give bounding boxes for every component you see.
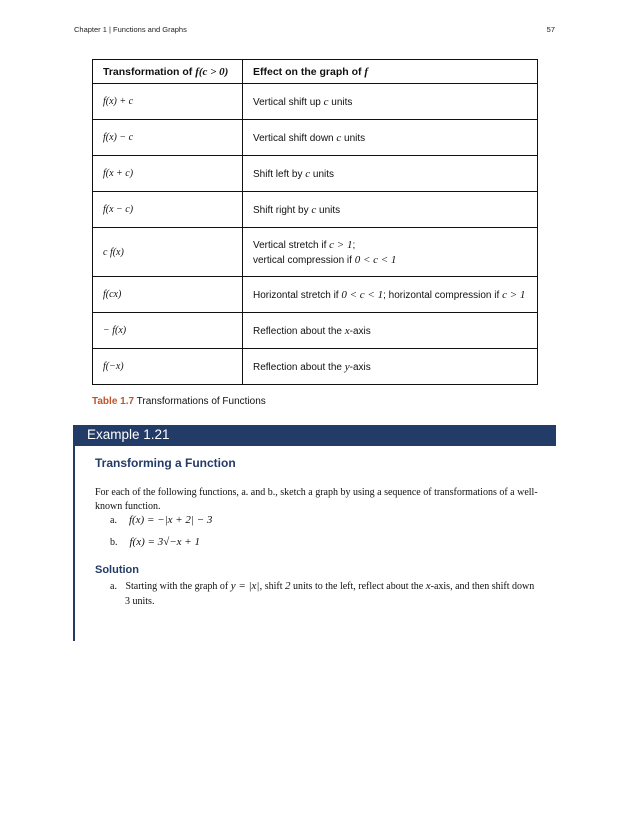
example-intro: For each of the following functions, a. and b., sketch a graph by using a sequence of transformations of a well-known function. [95, 487, 538, 512]
transformation-cell: f(x) − c [93, 120, 243, 156]
transformation-cell: f(x + c) [93, 156, 243, 192]
running-header-chapter: Chapter 1 | Functions and Graphs [74, 25, 187, 34]
table-caption: Table 1.7 Transformations of Functions [92, 396, 266, 407]
list-item: a. f(x) = −|x + 2| − 3 [110, 514, 213, 526]
transformation-cell: f(x − c) [93, 192, 243, 228]
effect-cell: Vertical stretch if c > 1; vertical compression if 0 < c < 1 [243, 228, 538, 277]
example-banner [73, 425, 556, 446]
table-row [93, 84, 538, 120]
effect-cell: Vertical shift down c units [243, 120, 538, 156]
table-row [93, 156, 538, 192]
effect-cell: Shift right by c units [243, 192, 538, 228]
transformation-cell: f(x) + c [93, 84, 243, 120]
table-row [93, 349, 538, 385]
effect-cell: Reflection about the y-axis [243, 349, 538, 385]
table-row [93, 228, 538, 277]
list-item: b. f(x) = 3√−x + 1 [110, 536, 200, 548]
col-effect-header: Effect on the graph of f [243, 60, 538, 84]
example-subtitle: Transforming a Function [95, 456, 236, 470]
table-row [93, 120, 538, 156]
col-transformation-header: Transformation of f(c > 0) [93, 60, 243, 84]
table-row [93, 192, 538, 228]
solution-item: a. Starting with the graph of y = |x|, shift 2 units to the left, reflect about the x-axis, and then shift down 3 units. [110, 580, 535, 607]
example-title: Example 1.21 [87, 427, 170, 442]
transformation-cell: c f(x) [93, 228, 243, 277]
table-header-row [93, 60, 538, 84]
transformation-cell: − f(x) [93, 313, 243, 349]
effect-cell: Shift left by c units [243, 156, 538, 192]
effect-cell: Reflection about the x-axis [243, 313, 538, 349]
transformation-cell: f(−x) [93, 349, 243, 385]
table-row [93, 277, 538, 313]
effect-cell: Vertical shift up c units [243, 84, 538, 120]
transformation-cell: f(cx) [93, 277, 243, 313]
transformations-table [92, 59, 538, 385]
solution-heading: Solution [95, 564, 139, 576]
page-number: 57 [546, 25, 555, 34]
effect-cell: Horizontal stretch if 0 < c < 1; horizontal compression if c > 1 [243, 277, 538, 313]
table-row [93, 313, 538, 349]
example-left-rule [73, 446, 75, 641]
